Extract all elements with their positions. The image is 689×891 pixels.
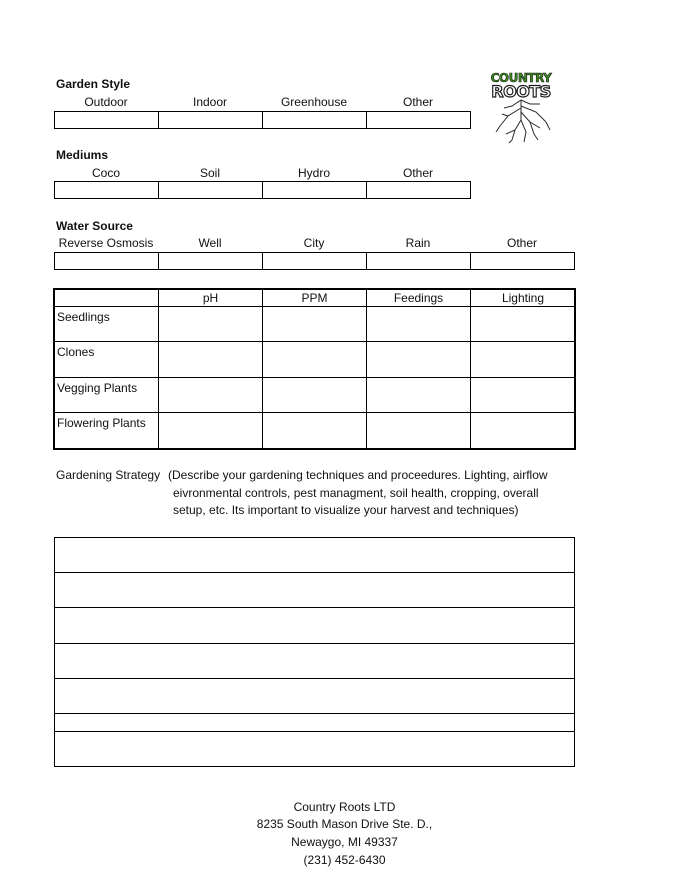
water-source-other-field[interactable] <box>470 252 575 270</box>
strategy-line-field[interactable] <box>54 713 575 732</box>
garden-style-other-field[interactable] <box>366 111 471 129</box>
garden-style-option-label: Other <box>402 95 433 109</box>
strategy-label: Gardening Strategy <box>56 468 161 482</box>
mediums-option-label: Soil <box>199 166 220 180</box>
water-source-ro-field[interactable] <box>54 252 159 270</box>
garden-style-option-label: Outdoor <box>84 95 128 109</box>
grid-row-label: Flowering Plants <box>55 413 159 449</box>
mediums-title: Mediums <box>56 148 109 162</box>
company-logo <box>482 70 560 144</box>
footer-address-line2: Newaygo, MI 49337 <box>291 835 398 849</box>
table-row <box>55 413 576 449</box>
strategy-line-field[interactable] <box>54 731 575 767</box>
water-source-option-label: Well <box>198 236 222 250</box>
table-row <box>55 378 576 413</box>
water-source-title: Water Source <box>56 219 133 233</box>
table-row <box>55 307 576 342</box>
mediums-option-label: Hydro <box>297 166 330 180</box>
grid-corner-cell <box>55 290 159 307</box>
grid-input-cell[interactable] <box>471 307 576 342</box>
strategy-description-line: eivronmental controls, pest managment, soil health, cropping, overall <box>173 486 539 500</box>
grid-input-cell[interactable] <box>367 378 471 413</box>
grid-input-cell[interactable] <box>263 342 367 378</box>
garden-style-outdoor-field[interactable] <box>54 111 159 129</box>
garden-style-title: Garden Style <box>56 77 131 91</box>
growth-stage-table <box>54 289 576 449</box>
mediums-hydro-field[interactable] <box>262 181 367 199</box>
garden-style-option-label: Greenhouse <box>280 95 348 109</box>
mediums-soil-field[interactable] <box>158 181 263 199</box>
grid-input-cell[interactable] <box>471 413 576 449</box>
grid-row-label: Seedlings <box>55 307 159 342</box>
footer-address-line1: 8235 South Mason Drive Ste. D., <box>256 817 433 831</box>
water-source-well-field[interactable] <box>158 252 263 270</box>
strategy-description-line: setup, etc. Its important to visualize your harvest and techniques) <box>173 503 519 517</box>
garden-style-indoor-field[interactable] <box>158 111 263 129</box>
garden-style-option-label: Indoor <box>192 95 228 109</box>
grid-input-cell[interactable] <box>159 413 263 449</box>
grid-input-cell[interactable] <box>263 378 367 413</box>
roots-icon <box>482 70 560 144</box>
strategy-line-field[interactable] <box>54 572 575 608</box>
table-row <box>55 342 576 378</box>
grid-input-cell[interactable] <box>367 307 471 342</box>
grid-row-label: Clones <box>55 342 159 378</box>
water-source-option-label: Reverse Osmosis <box>58 236 154 250</box>
grid-input-cell[interactable] <box>159 307 263 342</box>
strategy-line-field[interactable] <box>54 643 575 679</box>
grid-input-cell[interactable] <box>159 342 263 378</box>
grid-input-cell[interactable] <box>263 307 367 342</box>
strategy-line-field[interactable] <box>54 607 575 644</box>
grid-row-label: Vegging Plants <box>55 378 159 413</box>
logo-text-country: COUNTRY <box>490 71 552 85</box>
grid-input-cell[interactable] <box>367 342 471 378</box>
mediums-option-label: Other <box>402 166 433 180</box>
logo-text-roots: ROOTS <box>491 82 551 101</box>
mediums-coco-field[interactable] <box>54 181 159 199</box>
grid-input-cell[interactable] <box>471 342 576 378</box>
grid-input-cell[interactable] <box>159 378 263 413</box>
mediums-option-label: Coco <box>91 166 120 180</box>
garden-style-greenhouse-field[interactable] <box>262 111 367 129</box>
water-source-option-label: City <box>303 236 325 250</box>
grid-input-cell[interactable] <box>367 413 471 449</box>
strategy-line-field[interactable] <box>54 537 575 573</box>
grid-column-header: Lighting <box>471 290 576 307</box>
grid-column-header: PPM <box>263 290 367 307</box>
water-source-option-label: Rain <box>405 236 431 250</box>
strategy-description-line: (Describe your gardening techniques and proceedures. Lighting, airflow <box>168 468 548 482</box>
strategy-line-field[interactable] <box>54 678 575 714</box>
grid-column-header: pH <box>159 290 263 307</box>
water-source-city-field[interactable] <box>262 252 367 270</box>
footer-company: Country Roots LTD <box>293 800 396 814</box>
grid-column-header: Feedings <box>367 290 471 307</box>
grid-input-cell[interactable] <box>263 413 367 449</box>
water-source-rain-field[interactable] <box>366 252 471 270</box>
footer-phone: (231) 452-6430 <box>303 853 386 867</box>
mediums-other-field[interactable] <box>366 181 471 199</box>
water-source-option-label: Other <box>506 236 537 250</box>
grid-input-cell[interactable] <box>471 378 576 413</box>
